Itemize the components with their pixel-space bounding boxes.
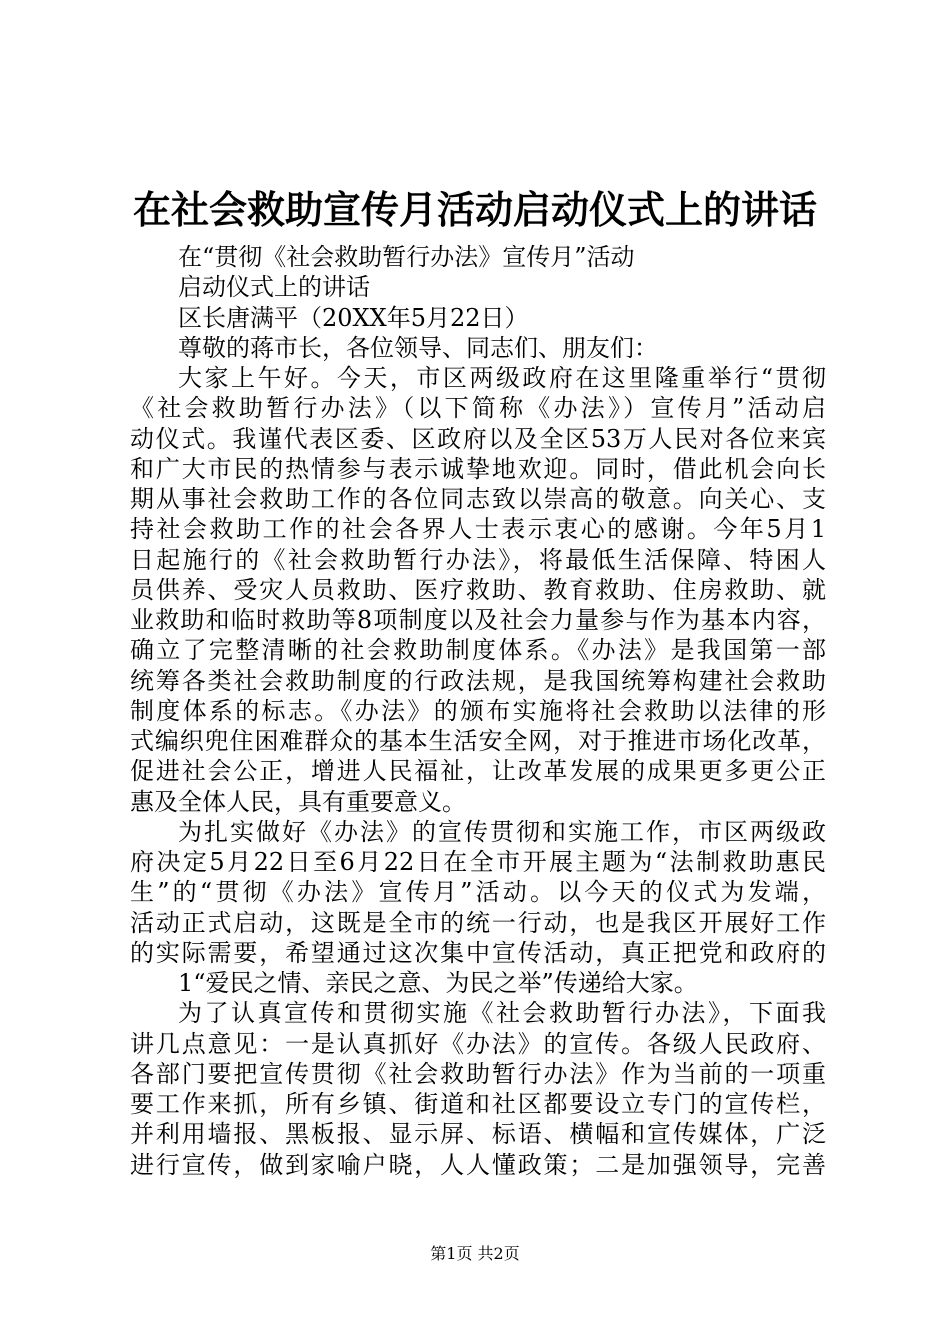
body-line: 为扎实做好《办法》的宣传贯彻和实施工作，市区两级政 <box>178 817 826 846</box>
body-line: 业救助和临时救助等8项制度以及社会力量参与作为基本内容， <box>130 606 826 634</box>
body-line: 持社会救助工作的社会各界人士表示衷心的感谢。今年5月1 <box>130 515 826 544</box>
body-line: 讲几点意见：一是认真抓好《办法》的宣传。各级人民政府、 <box>130 1029 826 1058</box>
body-line: 动仪式。我谨代表区委、区政府以及全区53万人民对各位来宾 <box>130 424 826 453</box>
body-line: 府决定5月22日至6月22日在全市开展主题为“法制救助惠民 <box>130 848 826 876</box>
body-line: 惠及全体人民，具有重要意义。 <box>130 787 466 816</box>
body-line: 生”的“贯彻《办法》宣传月”活动。以今天的仪式为发端， <box>130 878 826 907</box>
body-line: 确立了完整清晰的社会救助制度体系。《办法》是我国第一部 <box>130 636 826 665</box>
body-line: 统筹各类社会救助制度的行政法规，是我国统筹构建社会救助 <box>130 666 826 695</box>
body-line: 期从事社会救助工作的各位同志致以崇高的敬意。向关心、支 <box>130 485 826 513</box>
document-title: 在社会救助宣传月活动启动仪式上的讲话 <box>132 187 817 232</box>
body-line: 和广大市民的热情参与表示诚挚地欢迎。同时，借此机会向长 <box>130 454 826 483</box>
body-line: 制度体系的标志。《办法》的颁布实施将社会救助以法律的形 <box>130 696 826 725</box>
body-line: 并利用墙报、黑板报、显示屏、标语、横幅和宣传媒体，广泛 <box>130 1120 826 1149</box>
body-line: 为了认真宣传和贯彻实施《社会救助暂行办法》，下面我 <box>178 999 826 1028</box>
page-footer: 第1页 共2页 <box>430 1244 520 1263</box>
body-line: 大家上午好。今天，市区两级政府在这里隆重举行“贯彻 <box>178 364 826 392</box>
body-line: 《社会救助暂行办法》（以下简称《办法》）宣传月”活动启 <box>130 394 826 423</box>
body-line: 各部门要把宣传贯彻《社会救助暂行办法》作为当前的一项重 <box>130 1059 826 1088</box>
body-line: 的实际需要，希望通过这次集中宣传活动，真正把党和政府的 <box>130 938 826 967</box>
body-line: 日起施行的《社会救助暂行办法》，将最低生活保障、特困人 <box>130 545 826 574</box>
body-line: 1“爱民之情、亲民之意、为民之举”传递给大家。 <box>178 969 698 997</box>
body-line: 促进社会公正，增进人民福祉，让改革发展的成果更多更公正 <box>130 757 826 786</box>
body-line: 启动仪式上的讲话 <box>178 273 370 302</box>
body-line: 员供养、受灾人员救助、医疗救助、教育救助、住房救助、就 <box>130 575 826 604</box>
body-line: 进行宣传，做到家喻户晓，人人懂政策；二是加强领导，完善 <box>130 1150 826 1179</box>
body-line: 尊敬的蒋市长，各位领导、同志们、朋友们： <box>178 333 658 362</box>
body-line: 在“贯彻《社会救助暂行办法》宣传月”活动 <box>178 243 635 271</box>
body-line: 区长唐满平（20XX年5月22日） <box>178 303 529 332</box>
body-line: 要工作来抓，所有乡镇、街道和社区都要设立专门的宣传栏， <box>130 1090 826 1118</box>
body-line: 式编织兜住困难群众的基本生活安全网，对于推进市场化改革， <box>130 727 826 755</box>
body-line: 活动正式启动，这既是全市的统一行动，也是我区开展好工作 <box>130 908 826 937</box>
